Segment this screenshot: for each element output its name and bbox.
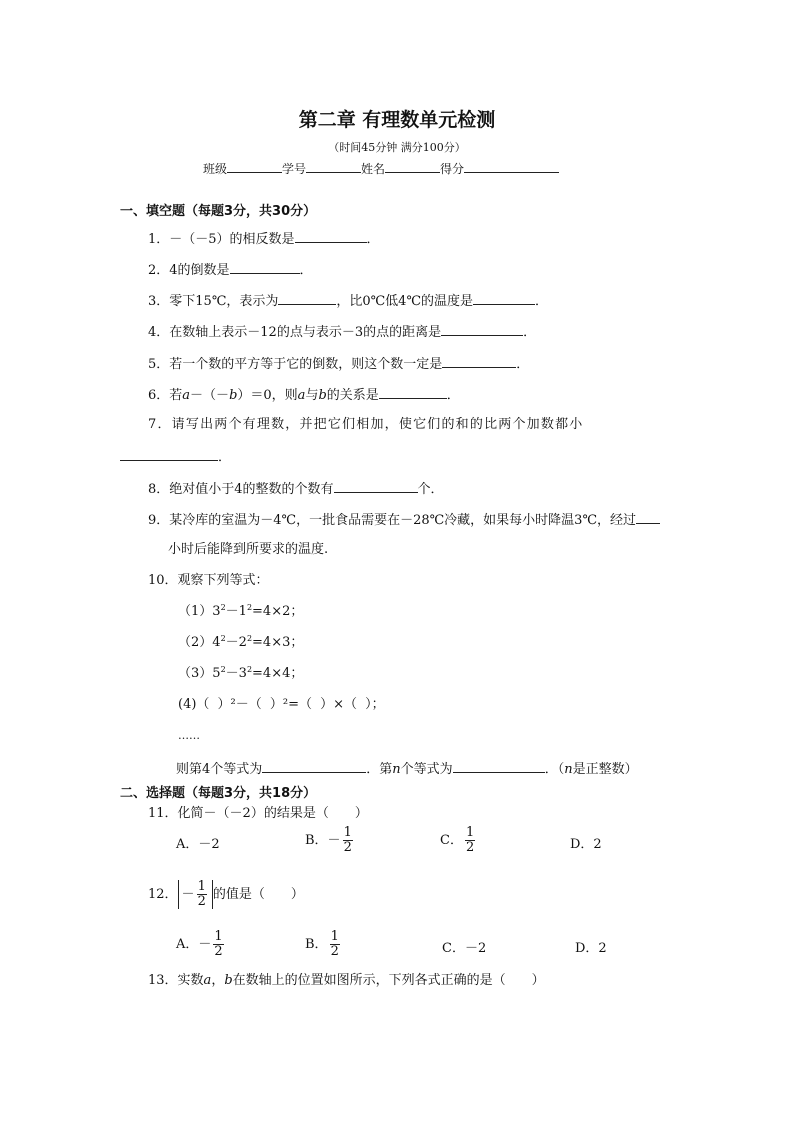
question-7: 7．请写出两个有理数，并把它们相加，使它们的和的比两个加数都小 [148,417,584,432]
question-12: 12． － $\frac{1}{2}$ 的值是（ ） [148,879,304,909]
fraction: $\frac{1}{2}$ [343,825,352,855]
question-2: 2．4的倒数是 ． [148,263,313,278]
q4-answer-blank[interactable] [441,323,523,336]
q10-conclusion: 则第4个等式为 ．第n个等式为 ．（n是正整数） [176,762,638,777]
fraction: $\frac{1}{2}$ [197,879,206,909]
q11-option-b[interactable]: B．－ $\frac{1}{2}$ [305,825,352,855]
class-label: 班级 [203,162,228,176]
question-5: 5．若一个数的平方等于它的倒数，则这个数一定是 ． [148,357,530,372]
section1-heading: 一、填空题（每题3分，共30分） [120,204,317,219]
name-field[interactable] [385,160,440,173]
q6-answer-blank[interactable] [379,386,447,399]
q7-answer-blank[interactable] [120,448,218,461]
question-9-continued: 小时后能降到所要求的温度. [168,542,329,557]
question-9: 9．某冷库的室温为－4℃，一批食品需要在－28℃冷藏，如果每小时降温3℃，经过 [148,511,660,529]
q12-option-a[interactable]: A．－ $\frac{1}{2}$ [176,929,223,959]
q1-answer-blank[interactable] [295,230,367,243]
q11-option-a[interactable]: A．－2 [176,837,220,852]
absolute-value-expression: － $\frac{1}{2}$ [178,880,213,909]
score-field[interactable] [464,160,559,173]
q2-answer-blank[interactable] [230,261,300,274]
fraction: $\frac{1}{2}$ [214,929,223,959]
q10-answer-blank-2[interactable] [453,760,545,773]
q12-option-c[interactable]: C．－2 [442,941,487,956]
question-8: 8．绝对值小于4的整数的个数有 个． [148,482,444,497]
question-6: 6．若a－（－b）＝0，则a与b的关系是 ． [148,388,460,403]
q3-answer-blank-2[interactable] [473,292,535,305]
q5-answer-blank[interactable] [442,355,516,368]
q12-option-d[interactable]: D．2 [575,941,607,956]
q10-equation-4: (4)（ ）²－（ ）²=（ ）×（ ）； [178,697,385,712]
question-3: 3．零下15℃，表示为 ，比0℃低4℃的温度是 ． [148,294,549,309]
q11-option-d[interactable]: D．2 [570,837,602,852]
question-10-intro: 10．观察下列等式： [148,573,269,588]
fraction: $\frac{1}{2}$ [465,825,475,855]
q11-option-c[interactable]: C． $\frac{1}{2}$ [440,825,475,855]
q9-answer-blank[interactable] [636,511,660,524]
q10-equation-2: $(2)4^2-2^2=4\times 3$； [178,634,304,650]
question-4: 4．在数轴上表示－12的点与表示－3的点的距离是 ． [148,325,537,340]
fraction: $\frac{1}{2}$ [330,929,339,959]
question-13: 13．实数a，b在数轴上的位置如图所示，下列各式正确的是（ ） [148,973,545,988]
q3-answer-blank-1[interactable] [278,292,336,305]
student-number-field[interactable] [306,160,361,173]
question-7-continued: ． [120,448,231,466]
student-number-label: 学号 [282,162,307,176]
q10-answer-blank-1[interactable] [262,760,366,773]
q8-answer-blank[interactable] [334,480,418,493]
q10-equation-1: $(1)3^2-1^2=4\times 2$； [178,603,304,619]
q10-ellipsis: …… [178,729,200,742]
question-1: 1．－（－5）的相反数是 ． [148,232,380,247]
score-label: 得分 [440,162,465,176]
name-label: 姓名 [361,162,386,176]
q12-option-b[interactable]: B． $\frac{1}{2}$ [305,929,339,959]
class-field[interactable] [227,160,282,173]
page-title: 第二章 有理数单元检测 [298,109,496,131]
student-info-row [203,160,559,177]
q10-equation-3: $(3)5^2-3^2=4\times 4$； [178,665,304,681]
section2-heading: 二、选择题（每题3分，共18分） [120,786,317,801]
exam-time-info: （时间45分钟 满分100分） [328,141,466,154]
question-11: 11．化简－（－2）的结果是（ ） [148,806,368,821]
